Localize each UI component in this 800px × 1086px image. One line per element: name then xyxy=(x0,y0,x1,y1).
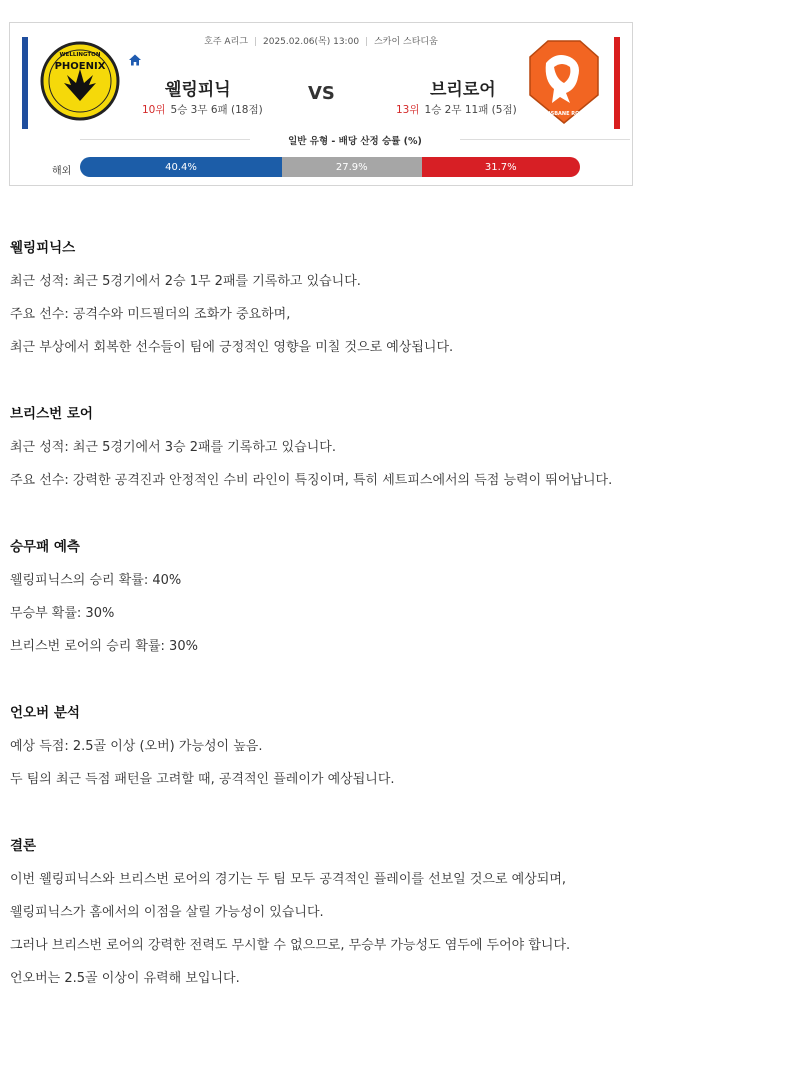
section-line: 그러나 브리스번 로어의 강력한 전력도 무시할 수 없으므로, 무승부 가능성도 염두에 두어야 합니다. xyxy=(10,938,571,953)
section-heading: 승무패 예측 xyxy=(10,539,80,555)
home-team-rank: 10위 xyxy=(142,104,166,116)
odds-home-segment: 40.4% xyxy=(80,157,282,177)
svg-text:PHOENIX: PHOENIX xyxy=(54,61,106,72)
away-team-rank: 13위 xyxy=(396,104,420,116)
section-line: 언오버는 2.5골 이상이 유력해 보입니다. xyxy=(10,971,240,986)
away-team-name: 브리로어 xyxy=(430,80,496,100)
section-line: 주요 선수: 공격수와 미드필더의 조화가 중요하며, xyxy=(10,307,291,322)
section-line: 웰링피닉스가 홈에서의 이점을 살릴 가능성이 있습니다. xyxy=(10,905,324,920)
home-team-record-text: 5승 3무 6패 (18점) xyxy=(170,104,263,116)
article-section xyxy=(10,398,790,497)
home-icon xyxy=(128,53,142,67)
league-name: 호주 A리그 xyxy=(204,37,248,47)
odds-title: 일반 유형 - 배당 산정 승률 (%) xyxy=(80,133,630,147)
article-section xyxy=(10,531,790,663)
odds-bar xyxy=(80,157,580,177)
match-meta: 호주 A리그 | 2025.02.06(목) 13:00 | 스카이 스타디움 xyxy=(204,37,438,47)
section-line: 브리스번 로어의 승리 확률: 30% xyxy=(10,639,198,654)
away-team-record-text: 1승 2무 11패 (5점) xyxy=(424,104,517,116)
section-line: 웰링피닉스의 승리 확률: 40% xyxy=(10,573,182,588)
article-section xyxy=(10,830,790,995)
brisbane-roar-logo xyxy=(526,37,602,127)
section-line: 이번 웰링피닉스와 브리스번 로어의 경기는 두 팀 모두 공격적인 플레이를 선보일 것으로 예상되며, xyxy=(10,872,567,887)
away-team-record xyxy=(396,102,517,117)
section-line: 주요 선수: 강력한 공격진과 안정적인 수비 라인이 특징이며, 특히 세트피스에서의 득점 능력이 뛰어납니다. xyxy=(10,473,613,488)
section-heading: 웰링피닉스 xyxy=(10,240,76,256)
venue-name: 스카이 스타디움 xyxy=(374,37,438,47)
odds-source-label: 해외 xyxy=(52,166,72,177)
article-section xyxy=(10,697,790,796)
section-heading: 언오버 분석 xyxy=(10,705,80,721)
svg-text:WELLINGTON: WELLINGTON xyxy=(59,52,101,58)
article-section xyxy=(10,232,790,364)
section-line: 무승부 확률: 30% xyxy=(10,606,115,621)
section-line: 최근 성적: 최근 5경기에서 2승 1무 2패를 기록하고 있습니다. xyxy=(10,274,361,289)
section-line: 최근 성적: 최근 5경기에서 3승 2패를 기록하고 있습니다. xyxy=(10,440,336,455)
odds-draw-segment: 27.9% xyxy=(282,157,422,177)
odds-away-segment: 31.7% xyxy=(422,157,581,177)
match-card xyxy=(9,22,633,186)
home-color-stripe xyxy=(22,37,28,129)
home-team-name: 웰링피닉 xyxy=(165,80,231,100)
article-body xyxy=(10,232,790,1029)
match-datetime: 2025.02.06(목) 13:00 xyxy=(263,37,360,47)
away-color-stripe xyxy=(614,37,620,129)
section-line: 예상 득점: 2.5골 이상 (오버) 가능성이 높음. xyxy=(10,739,263,754)
section-heading: 브리스번 로어 xyxy=(10,406,93,422)
vs-label: VS xyxy=(308,83,335,104)
wellington-phoenix-logo xyxy=(40,39,120,123)
section-heading: 결론 xyxy=(10,838,37,854)
section-line: 두 팀의 최근 득점 패턴을 고려할 때, 공격적인 플레이가 예상됩니다. xyxy=(10,772,395,787)
home-team-record xyxy=(142,102,263,117)
svg-text:BRISBANE ROAR: BRISBANE ROAR xyxy=(541,111,587,117)
section-line: 최근 부상에서 회복한 선수들이 팀에 긍정적인 영향을 미칠 것으로 예상됩니다. xyxy=(10,340,454,355)
